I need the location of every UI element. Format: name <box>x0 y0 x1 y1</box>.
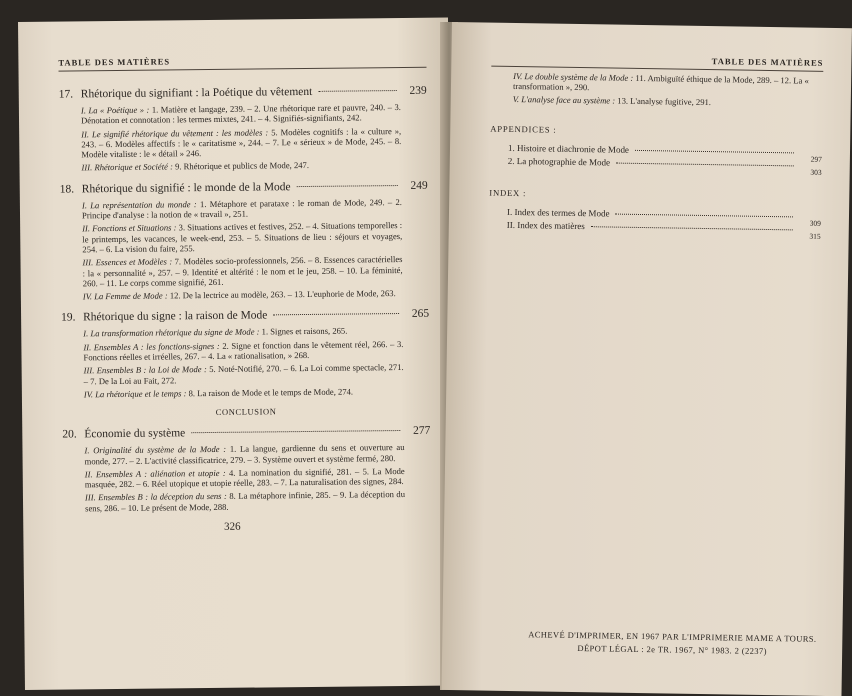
colophon <box>522 628 822 659</box>
dot-leader <box>615 213 793 217</box>
entry-label: II. Ensembles A : les fonctions-signes : <box>83 340 220 353</box>
appendix-page: 297 <box>810 154 822 164</box>
toc-entry <box>82 197 402 221</box>
entry-label: IV. Le double système de la Mode : <box>513 70 634 83</box>
toc-entry <box>491 71 823 97</box>
entry-text: 3. Situations actives et festives, 252. – 4. Situations temporelles : le printemps, les vacances, le week-end, 253. – 5. Situations de lieu : séjours et voyages, 254. – 6. La vision du faire, 255. <box>82 220 403 255</box>
toc-entry <box>81 126 401 160</box>
appendices-heading: APPENDICES : <box>490 123 557 135</box>
chapter-page-number: 265 <box>411 308 430 321</box>
entry-text: 8. La raison de Mode et le temps de Mode, 274. <box>186 386 354 399</box>
entry-text: 9. Rhétorique et publics de Mode, 247. <box>172 160 310 172</box>
toc-entry <box>84 386 404 400</box>
entry-label: III. Essences et Modèles : <box>82 256 173 268</box>
chapter-number: 19. <box>61 311 76 325</box>
chapter-heading <box>61 307 429 325</box>
page-number: 326 <box>223 520 241 533</box>
toc-entry <box>85 489 405 513</box>
chapter-title: Rhétorique du signe : la raison de Mode <box>83 309 268 324</box>
toc-entry <box>85 466 405 490</box>
entry-text: 1. Métaphore et parataxe : le roman de Mode, 249. – 2. Principe d'analyse : la notion de « travail », 251. <box>81 196 402 221</box>
entry-text: 1. Matière et langage, 239. – 2. Une rhétorique rare et pauvre, 240. – 3. Dénotation et connotation : les termes mixtes, 241. – 4. Signifiés-signifiants, 242. <box>80 101 401 126</box>
chapter-title: Rhétorique du signifié : le monde de la Mode <box>81 180 291 196</box>
left-page <box>18 17 455 689</box>
entry-text: 4. La nomination du signifié, 281. – 5. La Mode masquée, 282. – 6. Réel utopique et utopie réelle, 283. – 7. La naturalisation des signes, 284. <box>84 465 405 490</box>
entry-text: 1. La langue, gardienne du sens et ouverture au monde, 277. – 2. L'activité classificatrice, 279. – 3. Système ouvert et système fermé, 280. <box>84 442 405 466</box>
entry-label: V. L'analyse face au système : <box>512 93 616 106</box>
dot-leader <box>616 162 794 166</box>
entry-label: I. Originalité du système de la Mode : <box>84 444 227 456</box>
toc-entry <box>81 159 401 173</box>
chapter-heading <box>62 424 430 442</box>
dot-leader <box>591 226 793 230</box>
entry-text: 2. Signe et fonction dans le vêtement réel, 266. – 3. Fonctions réelles et irréelles, 267. – 4. La « rationalisation, » 268. <box>83 338 404 363</box>
toc-chapter-18 <box>60 178 429 302</box>
entry-label: II. Le signifié rhétorique du vêtement : les modèles : <box>81 126 269 139</box>
chapter-entries <box>61 325 430 400</box>
entry-text: 7. Modèles socio-professionnels, 256. – 8. Essences caractérielles : la « personnalité », 257. – 9. Identité et altérité : le nom et le jeu, 258. – 10. La féminité, 260. – 11. Le corps comme signifié, 261. <box>82 254 403 289</box>
entry-label: I. La « Poétique » : <box>80 104 150 116</box>
chapter-entries <box>60 196 429 302</box>
entry-label: IV. La rhétorique et le temps : <box>83 388 187 400</box>
appendix-label: 1. Histoire et diachronie de Mode <box>507 142 630 155</box>
entry-label: II. Ensembles A : aliénation et utopie : <box>84 467 226 480</box>
entry-label: III. Ensembles B : la Loi de Mode : <box>83 364 207 376</box>
dot-leader <box>191 430 400 433</box>
dot-leader <box>297 185 398 187</box>
chapter-heading <box>60 178 428 196</box>
toc-entry <box>82 220 402 254</box>
entry-label: III. Rhétorique et Société : <box>81 161 173 173</box>
colophon-line: ACHEVÉ D'IMPRIMER, EN 1967 PAR L'IMPRIMERIE MAME A TOURS. <box>528 629 817 644</box>
toc-chapter-19 <box>61 307 430 400</box>
index-page: 315 <box>809 231 821 241</box>
index-label: I. Index des termes de Mode <box>506 206 610 219</box>
running-head-left: TABLE DES MATIÈRES <box>58 54 426 72</box>
colophon-line: DÉPOT LÉGAL : 2e TR. 1967, N° 1983. 2 (2237) <box>577 643 767 657</box>
toc-entry <box>81 102 401 126</box>
running-head-right: TABLE DES MATIÈRES <box>491 53 823 72</box>
appendix-page: 303 <box>810 167 822 177</box>
entry-text: 5. Modèles cognitifs : la « culture », 243. – 6. Modèles affectifs : le « caritatisme », 244. – 7. Le « sérieux » de Mode, 245. – 8. Modèle vitaliste : le « détail » 246. <box>81 125 402 160</box>
chapter-number: 18. <box>59 183 75 196</box>
entry-text: 11. Ambiguïté éthique de la Mode, 289. – 12. La « transformation », 290. <box>512 72 809 93</box>
chapter-title: Économie du système <box>84 427 186 441</box>
entry-label: I. La transformation rhétorique du signe de Mode : <box>83 326 260 339</box>
entry-label: II. Fonctions et Situations : <box>82 222 177 234</box>
index-page: 309 <box>809 218 821 228</box>
entry-text: 12. De la lectrice au modèle, 263. – 13. L'euphorie de Mode, 263. <box>167 288 396 301</box>
toc-chapter-17 <box>59 84 428 174</box>
chapter-entries <box>62 442 431 514</box>
toc-chapter-20 <box>62 424 431 514</box>
toc-entry <box>84 362 404 386</box>
right-page <box>442 22 852 696</box>
entry-text: 5. Noté-Notifié, 270. – 6. La Loi comme spectacle, 271. – 7. De la Loi au Fait, 272. <box>83 362 404 386</box>
dot-leader <box>318 90 396 92</box>
chapter-page-number: 249 <box>410 179 428 192</box>
entry-text: 13. L'analyse fugitive, 291. <box>615 95 712 107</box>
chapter-number: 20. <box>62 428 77 441</box>
chapter-heading <box>59 84 427 102</box>
toc-entry <box>82 254 402 288</box>
toc-entry <box>83 339 403 363</box>
entry-label: I. La représentation du monde : <box>81 198 197 211</box>
chapter-number: 17. <box>58 88 74 101</box>
toc-entry <box>84 442 404 466</box>
entry-label: III. Ensembles B : la déception du sens : <box>84 491 227 503</box>
index-label: II. Index des matières <box>506 219 585 232</box>
chapter-page-number: 239 <box>409 84 427 97</box>
entry-text: 1. Signes et raisons, 265. <box>259 326 348 337</box>
dot-leader <box>635 150 794 153</box>
dot-leader <box>273 313 399 315</box>
index-heading: INDEX : <box>489 187 527 199</box>
entry-label: IV. La Femme de Mode : <box>82 290 168 302</box>
conclusion-heading: CONCLUSION <box>215 406 277 418</box>
toc-entry <box>83 288 403 302</box>
chapter-page-number: 277 <box>412 424 431 438</box>
chapter-title: Rhétorique du signifiant : la Poétique du vêtement <box>80 85 313 101</box>
chapter-entries <box>59 102 428 174</box>
entry-text: 8. La métaphore infinie, 285. – 9. La déception du sens, 286. – 10. Le présent de Mode, 288. <box>85 489 406 514</box>
toc-entry <box>83 325 403 339</box>
appendix-label: 2. La photographie de Mode <box>507 155 611 168</box>
